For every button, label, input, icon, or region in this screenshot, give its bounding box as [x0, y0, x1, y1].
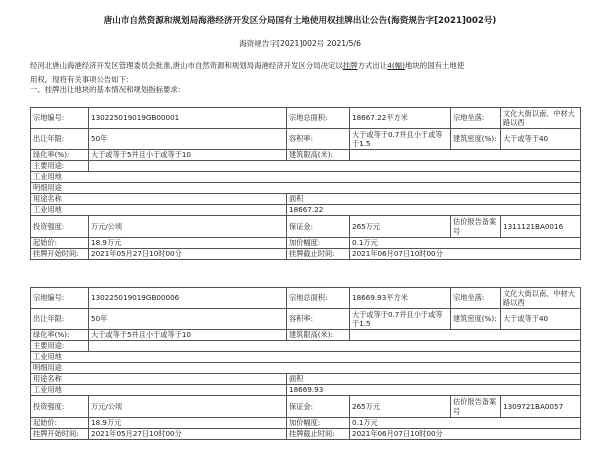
label-start-price: 起始价: — [31, 238, 89, 249]
industrial-land-row: 工业用地 — [31, 172, 581, 183]
table-row — [31, 249, 581, 260]
label-main-use: 主要用途: — [31, 341, 89, 352]
table-row — [31, 194, 581, 205]
document-title: 唐山市自然资源和规划局海港经济开发区分局国有土地使用权挂牌出让公告(海资规告字[2021]002号) — [103, 16, 497, 26]
table-row — [31, 309, 581, 330]
label-deposit: 保证金: — [287, 396, 350, 418]
label-listing-end: 挂牌截止时间: — [287, 429, 350, 440]
label-increment: 加价幅度: — [287, 418, 350, 429]
value-far: 大于或等于0.7并且小于或等于1.5 — [350, 129, 451, 150]
value-main-use — [89, 161, 581, 172]
label-investment: 投资强度: — [31, 396, 89, 418]
intro-text-b: 方式出让 — [357, 61, 388, 70]
value-investment: 万元/公顷 — [89, 216, 287, 238]
label-far: 容积率: — [287, 309, 350, 330]
value-total-area: 18667.22平方米 — [350, 108, 451, 129]
label-density: 建筑密度(%): — [451, 309, 501, 330]
table-row — [31, 129, 581, 150]
label-start-price: 起始价: — [31, 418, 89, 429]
value-location: 文化大街以南、中材大路以西 — [501, 108, 581, 129]
table-row — [31, 363, 581, 374]
value-listing-end: 2021年06月07日10时00分 — [350, 429, 581, 440]
value-start-price: 18.9万元 — [89, 418, 287, 429]
label-far: 容积率: — [287, 129, 350, 150]
table-row — [31, 108, 581, 129]
label-height: 建筑限高(米): — [287, 150, 350, 161]
notice-number-date: 海资规告字[2021]002号 2021/5/6 — [239, 39, 361, 48]
label-location: 宗地坐落: — [451, 288, 501, 309]
intro-paragraph — [30, 59, 578, 87]
label-listing-start: 挂牌开始时间: — [31, 429, 89, 440]
intro-text-c: 地块的国有土地使 — [405, 61, 465, 70]
label-use-name: 用途名称 — [31, 374, 287, 385]
value-density: 大于或等于40 — [501, 129, 581, 150]
table-row — [31, 341, 581, 352]
value-record-no: 1309721BA0057 — [501, 396, 581, 418]
intro-count: 4(幅) — [387, 61, 406, 70]
intro-line-1 — [30, 59, 578, 73]
table-row — [31, 150, 581, 161]
industrial-land-row: 工业用地 — [31, 352, 581, 363]
table-row — [31, 352, 581, 363]
label-area-col: 面积 — [287, 374, 581, 385]
table-row — [31, 330, 581, 341]
label-total-area: 宗地总面积: — [287, 108, 350, 129]
table-row — [31, 238, 581, 249]
value-listing-end: 2021年06月07日10时00分 — [350, 249, 581, 260]
label-increment: 加价幅度: — [287, 238, 350, 249]
table-row — [31, 385, 581, 396]
label-green: 绿化率(%): — [31, 150, 89, 161]
label-parcel-no: 宗地编号: — [31, 288, 89, 309]
parcel-table-2 — [30, 287, 581, 440]
value-record-no: 1311121BA0016 — [501, 216, 581, 238]
use-name-value: 工业用地 — [31, 205, 287, 216]
label-listing-start: 挂牌开始时间: — [31, 249, 89, 260]
value-far: 大于或等于0.7并且小于或等于1.5 — [350, 309, 451, 330]
label-height: 建筑限高(米): — [287, 330, 350, 341]
value-deposit: 265万元 — [350, 216, 451, 238]
value-start-price: 18.9万元 — [89, 238, 287, 249]
value-deposit: 265万元 — [350, 396, 451, 418]
section-heading: 一、挂牌出让地块的基本情况和规划指标要求: — [30, 85, 181, 94]
table-row — [31, 374, 581, 385]
value-listing-start: 2021年05月27日10时00分 — [89, 249, 287, 260]
value-increment: 0.1万元 — [350, 238, 581, 249]
label-investment: 投资强度: — [31, 216, 89, 238]
value-term: 50年 — [89, 129, 287, 150]
value-parcel-no: 130225019019GB00001 — [89, 108, 287, 129]
value-parcel-no: 130225019019GB00006 — [89, 288, 287, 309]
label-total-area: 宗地总面积: — [287, 288, 350, 309]
value-height — [350, 330, 581, 341]
label-use-name: 用途名称 — [31, 194, 287, 205]
table-row — [31, 418, 581, 429]
value-listing-start: 2021年05月27日10时00分 — [89, 429, 287, 440]
label-term: 出让年限: — [31, 129, 89, 150]
table-row — [31, 216, 581, 238]
detail-use-row: 明细用途 — [31, 363, 581, 374]
label-record-no: 估价报告备案号 — [451, 216, 501, 238]
value-main-use — [89, 341, 581, 352]
table-row — [31, 183, 581, 194]
value-green: 大于或等于5并且小于或等于10 — [89, 150, 287, 161]
label-parcel-no: 宗地编号: — [31, 108, 89, 129]
intro-text-a: 经河北唐山海港经济开发区管理委员会批准,唐山市自然资源和规划局海港经济开发区分局决定以 — [30, 61, 343, 70]
value-location: 文化大街以南、中材大路以西 — [501, 288, 581, 309]
label-area-col: 面积 — [287, 194, 581, 205]
table-row — [31, 172, 581, 183]
value-term: 50年 — [89, 309, 287, 330]
value-density: 大于或等于40 — [501, 309, 581, 330]
table-row — [31, 429, 581, 440]
value-green: 大于或等于5并且小于或等于10 — [89, 330, 287, 341]
table-row — [31, 396, 581, 418]
label-green: 绿化率(%): — [31, 330, 89, 341]
value-increment: 0.1万元 — [350, 418, 581, 429]
use-area-value: 18667.22 — [287, 205, 581, 216]
parcel-table-1 — [30, 107, 581, 260]
detail-use-row: 明细用途 — [31, 183, 581, 194]
label-listing-end: 挂牌截止时间: — [287, 249, 350, 260]
label-record-no: 估价报告备案号 — [451, 396, 501, 418]
value-investment: 万元/公顷 — [89, 396, 287, 418]
use-area-value: 18669.93 — [287, 385, 581, 396]
value-height — [350, 150, 581, 161]
label-term: 出让年限: — [31, 309, 89, 330]
label-density: 建筑密度(%): — [451, 129, 501, 150]
intro-line-2: 用权。现将有关事项公告如下: — [30, 75, 129, 84]
value-total-area: 18669.93平方米 — [350, 288, 451, 309]
intro-method: 挂牌 — [342, 61, 358, 70]
label-location: 宗地坐落: — [451, 108, 501, 129]
table-row — [31, 288, 581, 309]
table-row — [31, 161, 581, 172]
label-main-use: 主要用途: — [31, 161, 89, 172]
use-name-value: 工业用地 — [31, 385, 287, 396]
table-row — [31, 205, 581, 216]
label-deposit: 保证金: — [287, 216, 350, 238]
